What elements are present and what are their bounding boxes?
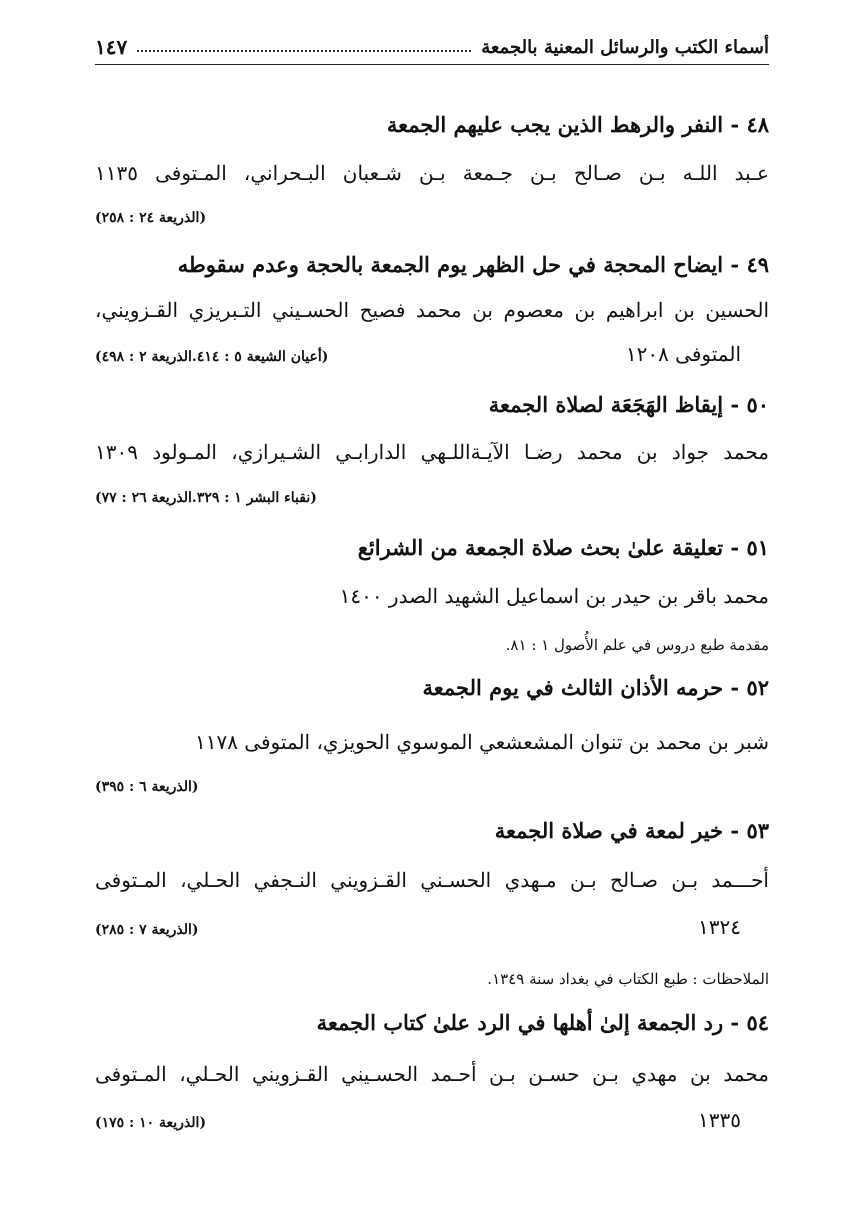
entry-title: ٥١ - تعليقة علىٰ بحث صلاة الجمعة من الشرائع (357, 535, 769, 560)
entry-source: (أعيان الشيعة ٥ : ٤١٤.الذريعة ٢ : ٤٩٨) (95, 349, 329, 365)
page-number: ١٤٧ (95, 35, 128, 59)
entry-source: (الذريعة ١٠ : ١٧٥) (95, 1115, 207, 1131)
entry-author: محمد بن مهدي بـن حسـن بـن أحـمد الحسـيني القـزويني الحـلي، المـتوفى (95, 1062, 769, 1086)
entry-title: ٤٩ - ايضاح المحجة في حل الظهر يوم الجمعة بالحجة وعدم سقوطه (177, 252, 769, 277)
entry-author: شبر بن محمد بن تنوان المشعشعي الموسوي الحويزي، المتوفى ١١٧٨ (194, 730, 769, 754)
entry-note: مقدمة طبع دروس في علم الأُصول ١ : ٨١. (505, 636, 769, 654)
entry-author: أحـــمد بـن صـالح بـن مـهدي الحسـني القـزويني النـجفي الحـلي، المـتوفى (95, 868, 769, 892)
page-header (95, 30, 769, 65)
entry-author: محمد جواد بن محمد رضـا الآيـةاللـهي الدارابـي الشـيرازي، المـولود ١٣٠٩ (95, 440, 769, 464)
entry-source: (الذريعة ٢٤ : ٢٥٨) (95, 210, 207, 226)
entry-author-continuation: المتوفى ١٢٠٨ (625, 342, 741, 366)
entry-title: ٥٠ - إيقاظ الهَجَعَة لصلاة الجمعة (488, 392, 769, 417)
entry-author-continuation-row (95, 342, 769, 366)
entry-title: ٥٤ - رد الجمعة إلىٰ أهلها في الرد علىٰ كتاب الجمعة (316, 1010, 769, 1035)
entry-title: ٥٢ - حرمه الأذان الثالث في يوم الجمعة (422, 675, 769, 700)
entry-author-continuation: ١٣٢٤ (698, 915, 741, 939)
entry-author-continuation-row (95, 915, 769, 939)
running-title: أسماء الكتب والرسائل المعنية بالجمعة (481, 37, 769, 58)
header-leader-dots (137, 50, 471, 52)
entry-source: (الذريعة ٧ : ٢٨٥) (95, 922, 199, 938)
entry-author: محمد باقر بن حيدر بن اسماعيل الشهيد الصدر ١٤٠٠ (339, 584, 769, 608)
entry-author: عـبد اللـه بـن صـالح بـن جـمعة بـن شـعبان البـحراني، المـتوفى ١١٣٥ (95, 161, 769, 185)
entry-author-continuation: ١٣٣٥ (698, 1108, 741, 1132)
entry-title: ٤٨ - النفر والرهط الذين يجب عليهم الجمعة (386, 112, 769, 137)
entry-note: الملاحظات : طبع الكتاب في بغداد سنة ١٣٤٩. (487, 970, 769, 988)
entry-author: الحسين بن ابراهيم بن معصوم بن محمد فصيح الحسـيني التـبريزي القـزويني، (95, 298, 769, 322)
entry-source: (نقباء البشر ١ : ٣٢٩.الذريعة ٢٦ : ٧٧) (95, 490, 317, 506)
entry-title: ٥٣ - خير لمعة في صلاة الجمعة (494, 818, 769, 843)
entry-author-continuation-row (95, 1108, 769, 1132)
entry-source: (الذريعة ٦ : ٣٩٥) (95, 779, 199, 795)
